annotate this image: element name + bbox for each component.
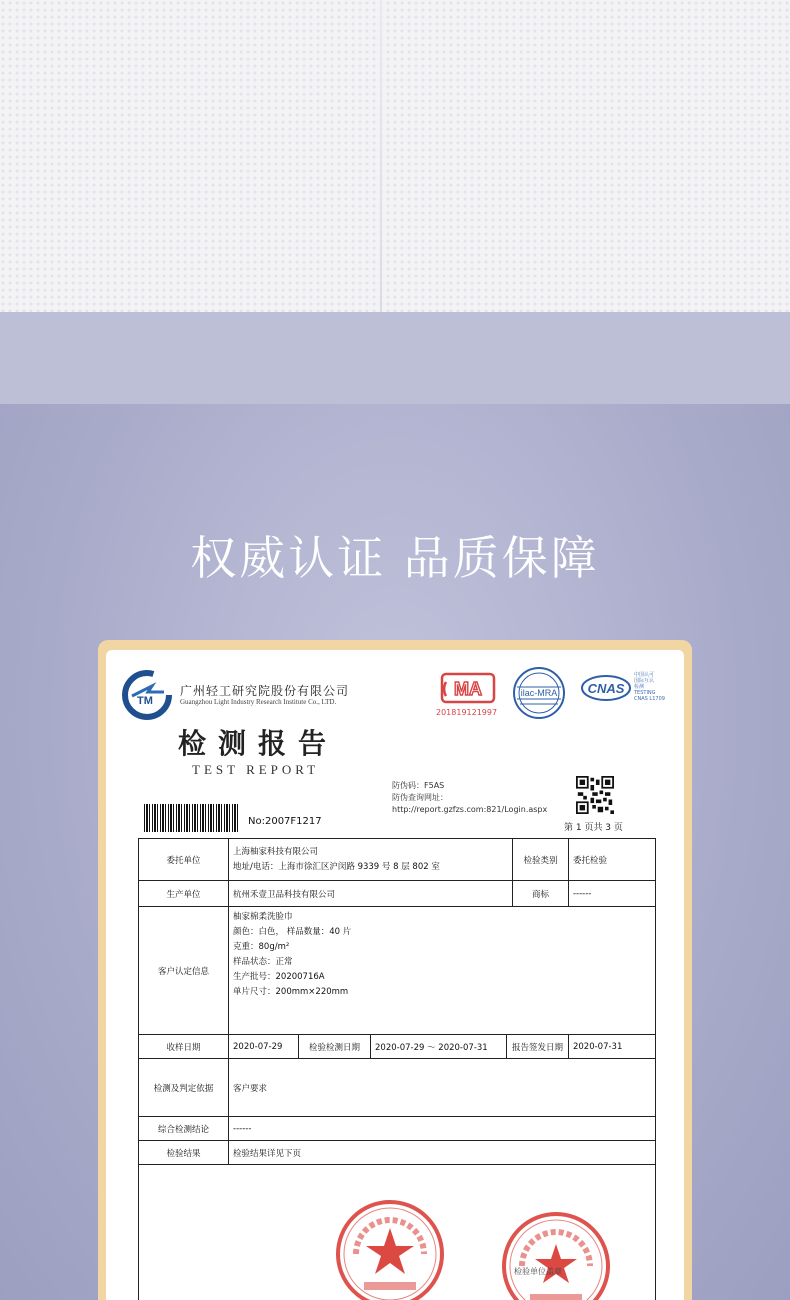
producer-label: 生产单位	[139, 881, 229, 907]
table-row	[139, 881, 656, 907]
client-name: 上海柚家科技有限公司	[233, 846, 319, 857]
table-row	[139, 1059, 656, 1117]
customer-info-line: 单片尺寸：200mm×220mm	[233, 987, 349, 997]
cma-number: 201819121997	[436, 708, 498, 717]
color-band	[0, 312, 790, 404]
table-row	[139, 839, 656, 881]
client-cell	[229, 839, 513, 881]
test-type-label: 检验类别	[512, 839, 568, 881]
trademark-value: ------	[568, 881, 655, 907]
conclusion-label: 综合检测结论	[139, 1117, 229, 1141]
test-report-document	[106, 650, 684, 1300]
issue-date-label: 报告签发日期	[507, 1035, 569, 1059]
table-row	[139, 1141, 656, 1165]
svg-text:CNAS: CNAS	[587, 681, 625, 696]
table-row	[139, 1035, 656, 1059]
customer-info-line: 生产批号：20200716A	[233, 972, 325, 982]
result-value: 检验结果详见下页	[229, 1141, 656, 1165]
received-date-label: 收样日期	[139, 1035, 229, 1059]
test-date-label: 检验检测日期	[299, 1035, 371, 1059]
customer-info-cell	[229, 907, 656, 1035]
cnas-logo-icon	[580, 674, 632, 702]
query-label: 防伪查询网址：	[392, 793, 448, 802]
barcode	[144, 804, 240, 832]
customer-info-line: 颜色：白色， 样品数量：40 片	[233, 927, 352, 937]
customer-info-line: 克重：80g/m²	[233, 942, 290, 952]
query-url: http://report.gzfzs.com:821/Login.aspx	[392, 805, 548, 814]
org-name-cn: 广州轻工研究院股份有限公司	[180, 684, 350, 698]
anticounterfeit-info	[392, 780, 547, 816]
report-title-cn: 检测报告	[178, 727, 339, 760]
client-address: 地址/电话：上海市徐汇区沪闵路 9339 号 8 层 802 室	[233, 861, 440, 872]
table-row	[139, 1117, 656, 1141]
seal-overlay-text: 检验单位盖章	[514, 1267, 562, 1276]
trademark-label: 商标	[512, 881, 568, 907]
test-type-value: 委托检验	[568, 839, 655, 881]
fabric-texture-photo	[0, 0, 790, 312]
issue-date-value: 2020-07-31	[568, 1035, 655, 1059]
cnas-accreditation-text: 中国认可 国际互认 检测 TESTING CNAS L1709	[634, 672, 665, 702]
test-seal-icon	[500, 1210, 612, 1300]
client-label: 委托单位	[139, 839, 229, 881]
customer-info-line: 柚家棉柔洗脸巾	[233, 912, 293, 922]
qr-code-icon	[576, 776, 614, 814]
report-title-en: TEST REPORT	[192, 762, 320, 777]
svg-text:TM: TM	[137, 695, 153, 707]
headline: 权威认证 品质保障	[190, 531, 600, 585]
svg-text:MA: MA	[454, 679, 482, 699]
basis-value: 客户要求	[229, 1059, 656, 1117]
org-name-en: Guangzhou Light Industry Research Institute Co., LTD.	[180, 698, 337, 706]
page-info: 第 1 页共 3 页	[564, 823, 623, 833]
customer-info-line: 样品状态：正常	[233, 957, 293, 967]
fabric-seam	[380, 0, 382, 312]
cma-mark-icon	[440, 672, 496, 704]
producer-value: 杭州禾壹卫品科技有限公司	[229, 881, 513, 907]
test-date-value: 2020-07-29 ～ 2020-07-31	[371, 1035, 507, 1059]
ilac-mra-icon	[512, 666, 566, 720]
conclusion-value: ------	[229, 1117, 656, 1141]
document-number: No:2007F1217	[248, 816, 322, 827]
anticounterfeit-code: 防伪码：F5AS	[392, 781, 445, 790]
result-label: 检验结果	[139, 1141, 229, 1165]
basis-label: 检测及判定依据	[139, 1059, 229, 1117]
gzlirc-logo-icon	[120, 670, 174, 720]
svg-text:ilac-MRA: ilac-MRA	[520, 688, 558, 698]
received-date-value: 2020-07-29	[229, 1035, 299, 1059]
official-seal-icon	[334, 1198, 446, 1300]
table-row	[139, 907, 656, 1035]
customer-info-label: 客户认定信息	[139, 907, 229, 1035]
